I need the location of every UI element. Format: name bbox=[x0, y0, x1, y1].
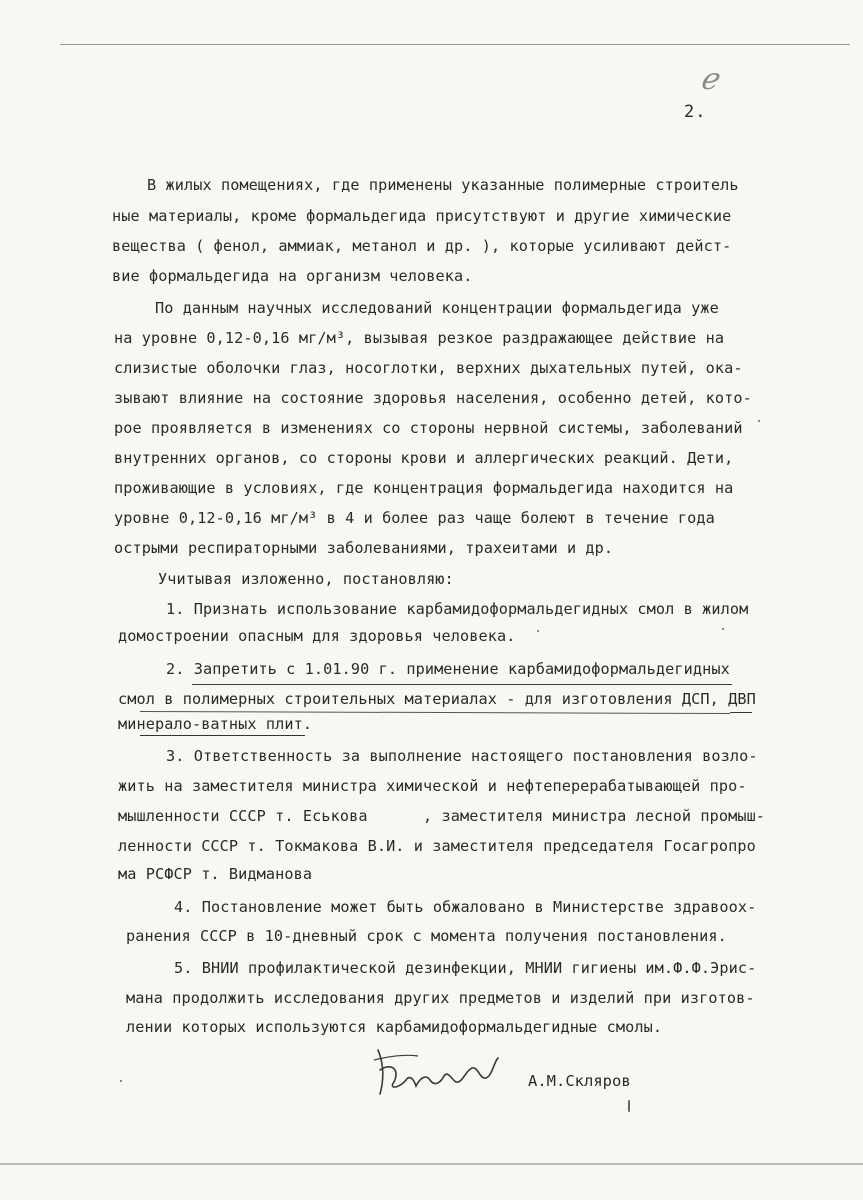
text-line: вие формальдегида на организм человека. bbox=[112, 267, 473, 285]
scan-speck bbox=[722, 628, 724, 630]
handwritten-underline bbox=[730, 712, 752, 714]
text-line: 4. Постановление может быть обжаловано в Министерстве здравоох- bbox=[174, 898, 757, 916]
text-line: мышленности СССР т. Еськова , заместителя министра лесной промыш- bbox=[118, 807, 766, 825]
text-line: 3. Ответственность за выполнение настоящего постановления возло- bbox=[166, 747, 758, 765]
text-line: минерало-ватных плит. bbox=[118, 715, 313, 733]
scan-speck bbox=[758, 420, 760, 422]
handwritten-underline bbox=[192, 684, 732, 686]
text-line: ранения СССР в 10-дневный срок с момента получения постановления. bbox=[126, 927, 727, 945]
text-line: мана продолжить исследования других предметов и изделий при изготов- bbox=[126, 989, 755, 1007]
text-line: внутренних органов, со стороны крови и аллергических реакций. Дети, bbox=[114, 449, 734, 467]
text-line: 5. ВНИИ профилактической дезинфекции, МНИИ гигиены им.Ф.Ф.Эрис- bbox=[174, 959, 757, 977]
handwritten-underline bbox=[140, 735, 305, 737]
text-line: вещества ( фенол, аммиак, метанол и др. ), которые усиливают дейст- bbox=[112, 237, 732, 255]
text-line: уровне 0,12-0,16 мг/м³ в 4 и более раз чаще болеют в течение года bbox=[114, 509, 715, 527]
page-bottom-edge bbox=[0, 1163, 863, 1165]
text-line: 1. Признать использование карбамидоформальдегидных смол в жилом bbox=[166, 600, 749, 618]
page-number: 2. bbox=[684, 102, 707, 122]
scan-speck bbox=[628, 1100, 630, 1112]
text-line: слизистые оболочки глаз, носоглотки, верхних дыхательных путей, ока- bbox=[114, 359, 743, 377]
text-line: на уровне 0,12-0,16 мг/м³, вызывая резкое раздражающее действие на bbox=[114, 329, 725, 347]
text-line: ные материалы, кроме формальдегида присутствуют и другие химические bbox=[112, 207, 732, 225]
signer-name: А.М.Скляров bbox=[528, 1072, 631, 1090]
scan-speck bbox=[120, 1080, 122, 1082]
text-line: жить на заместителя министра химической и нефтеперерабатывающей про- bbox=[118, 777, 747, 795]
text-line: По данным научных исследований концентрации формальдегида уже bbox=[155, 299, 719, 317]
text-line: зывают влияние на состояние здоровья населения, особенно детей, кото- bbox=[114, 389, 752, 407]
text-line: ма РСФСР т. Видманова bbox=[118, 865, 313, 883]
text-line: смол в полимерных строительных материалах - для изготовления ДСП, ДВП bbox=[118, 690, 756, 708]
corner-handwritten-mark: ℯ bbox=[700, 62, 718, 97]
text-line: Учитывая изложенно, постановляю: bbox=[158, 570, 454, 588]
scan-speck bbox=[537, 630, 539, 632]
page-top-edge bbox=[60, 44, 850, 45]
text-line: острыми респираторными заболеваниями, трахеитами и др. bbox=[114, 539, 614, 557]
text-line: ленности СССР т. Токмакова В.И. и заместителя председателя Госагропро bbox=[118, 837, 756, 855]
text-line: домостроении опасным для здоровья человека. bbox=[118, 627, 516, 645]
text-line: В жилых помещениях, где применены указанные полимерные строитель bbox=[147, 176, 739, 194]
text-line: лении которых используются карбамидоформальдегидные смолы. bbox=[126, 1018, 663, 1036]
text-line: проживающие в условиях, где концентрация формальдегида находится на bbox=[114, 479, 734, 497]
text-line: рое проявляется в изменениях со стороны нервной системы, заболеваний bbox=[114, 419, 743, 437]
text-line: 2. Запретить с 1.01.90 г. применение карбамидоформальдегидных bbox=[166, 660, 730, 678]
handwritten-signature bbox=[370, 1040, 510, 1100]
